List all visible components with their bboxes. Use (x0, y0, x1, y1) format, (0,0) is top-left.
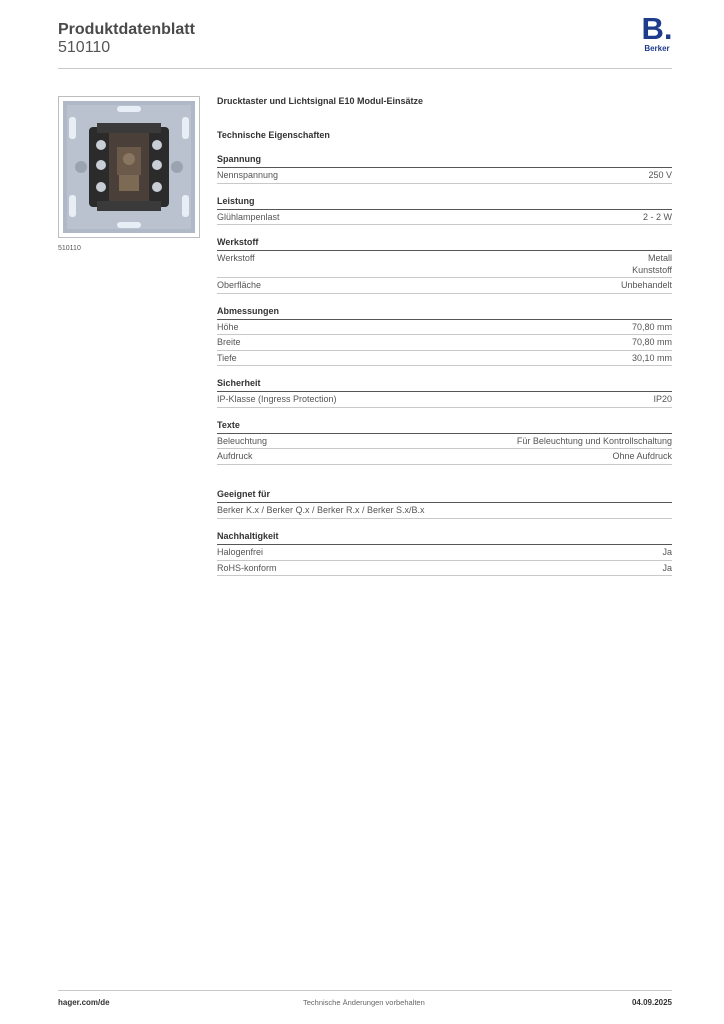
spec-value: Für Beleuchtung und Kontrollschaltung (516, 435, 672, 446)
spec-row (217, 320, 672, 336)
spec-row (217, 392, 672, 408)
spec-row (217, 335, 672, 351)
suitable-section (217, 489, 672, 520)
spec-value: 70,80 mm (631, 337, 672, 347)
spec-row (217, 210, 672, 226)
spec-sections (217, 154, 672, 465)
tech-heading: Technische Eigenschaften (217, 130, 330, 140)
section-title-sustainability: Nachhaltigkeit (217, 531, 672, 545)
spec-values (621, 280, 672, 292)
spec-values (632, 322, 672, 334)
spec-row (217, 251, 672, 278)
spec-label: Glühlampenlast (217, 211, 280, 222)
spec-row (217, 434, 672, 450)
spec-label: IP-Klasse (Ingress Protection) (217, 394, 337, 404)
spec-label: Tiefe (217, 352, 237, 363)
logo-text: Berker (644, 44, 670, 53)
section-title: Sicherheit (217, 378, 672, 392)
section-title-suitable: Geeignet für (217, 489, 672, 503)
spec-value: 2 - 2 W (642, 211, 672, 222)
spec-values (632, 253, 672, 276)
spec-label: Beleuchtung (217, 435, 268, 446)
section-title: Abmessungen (217, 306, 672, 320)
section-title: Texte (217, 420, 672, 434)
spec-values (517, 436, 672, 448)
spec-row (217, 351, 672, 367)
spec-label: Werkstoff (217, 253, 255, 263)
document-number: 510110 (58, 39, 111, 56)
spec-value: Ja (662, 547, 672, 557)
suitable-row (217, 503, 672, 520)
spec-section (217, 420, 672, 465)
spec-row (217, 545, 672, 561)
spec-section (217, 154, 672, 184)
footer-website: hager.com/de (58, 998, 110, 1007)
spec-label: Oberfläche (217, 280, 262, 290)
section-title: Spannung (217, 154, 672, 168)
spec-row (217, 561, 672, 577)
spec-row (217, 449, 672, 465)
image-caption: 510110 (58, 245, 81, 252)
spec-value: Kunststoff (632, 264, 672, 275)
spec-label: Höhe (217, 321, 239, 332)
section-title: Leistung (217, 196, 672, 210)
spec-value: 70,80 mm (631, 321, 672, 332)
spec-section (217, 378, 672, 408)
section-title: Werkstoff (217, 237, 672, 251)
spec-section (217, 196, 672, 226)
spec-value: Metall (647, 253, 672, 263)
footer-date: 04.09.2025 (631, 998, 672, 1007)
spec-values (662, 547, 672, 559)
spec-row (217, 168, 672, 184)
spec-label: RoHS-konform (217, 562, 277, 573)
suitable-text: Berker K.x / Berker Q.x / Berker R.x / Berker S.x/B.x (217, 504, 425, 515)
product-name: Drucktaster und Lichtsignal E10 Modul-Einsätze (217, 96, 424, 106)
spec-section (217, 237, 672, 294)
berker-logo (640, 11, 674, 53)
sustainability-rows (217, 545, 672, 576)
spec-value: Unbehandelt (620, 280, 672, 290)
product-image (58, 96, 200, 238)
footer-divider (58, 990, 672, 991)
document-title: Produktdatenblatt (58, 21, 195, 38)
spec-values (662, 563, 672, 575)
spec-value: Ohne Aufdruck (612, 451, 672, 461)
spec-label: Aufdruck (217, 451, 253, 461)
spec-value: 250 V (648, 170, 672, 180)
product-photo-switch-insert-icon (59, 97, 199, 237)
spec-label: Breite (217, 337, 241, 347)
spec-value: 30,10 mm (631, 352, 672, 363)
spec-values (653, 394, 672, 406)
spec-values (632, 353, 672, 365)
footer-disclaimer: Technische Änderungen vorbehalten (303, 998, 425, 1007)
spec-section (217, 306, 672, 367)
spec-row (217, 278, 672, 294)
spec-values (632, 337, 672, 349)
spec-value: Ja (662, 562, 672, 573)
spec-values (612, 451, 672, 463)
spec-values (648, 170, 672, 182)
spec-value: IP20 (653, 394, 672, 404)
spec-values (643, 212, 672, 224)
sustainability-section (217, 531, 672, 576)
header-divider (58, 68, 672, 69)
logo-mark: B. (641, 11, 673, 46)
spec-label: Halogenfrei (217, 547, 264, 557)
spec-content (217, 96, 672, 576)
spec-label: Nennspannung (217, 170, 279, 180)
